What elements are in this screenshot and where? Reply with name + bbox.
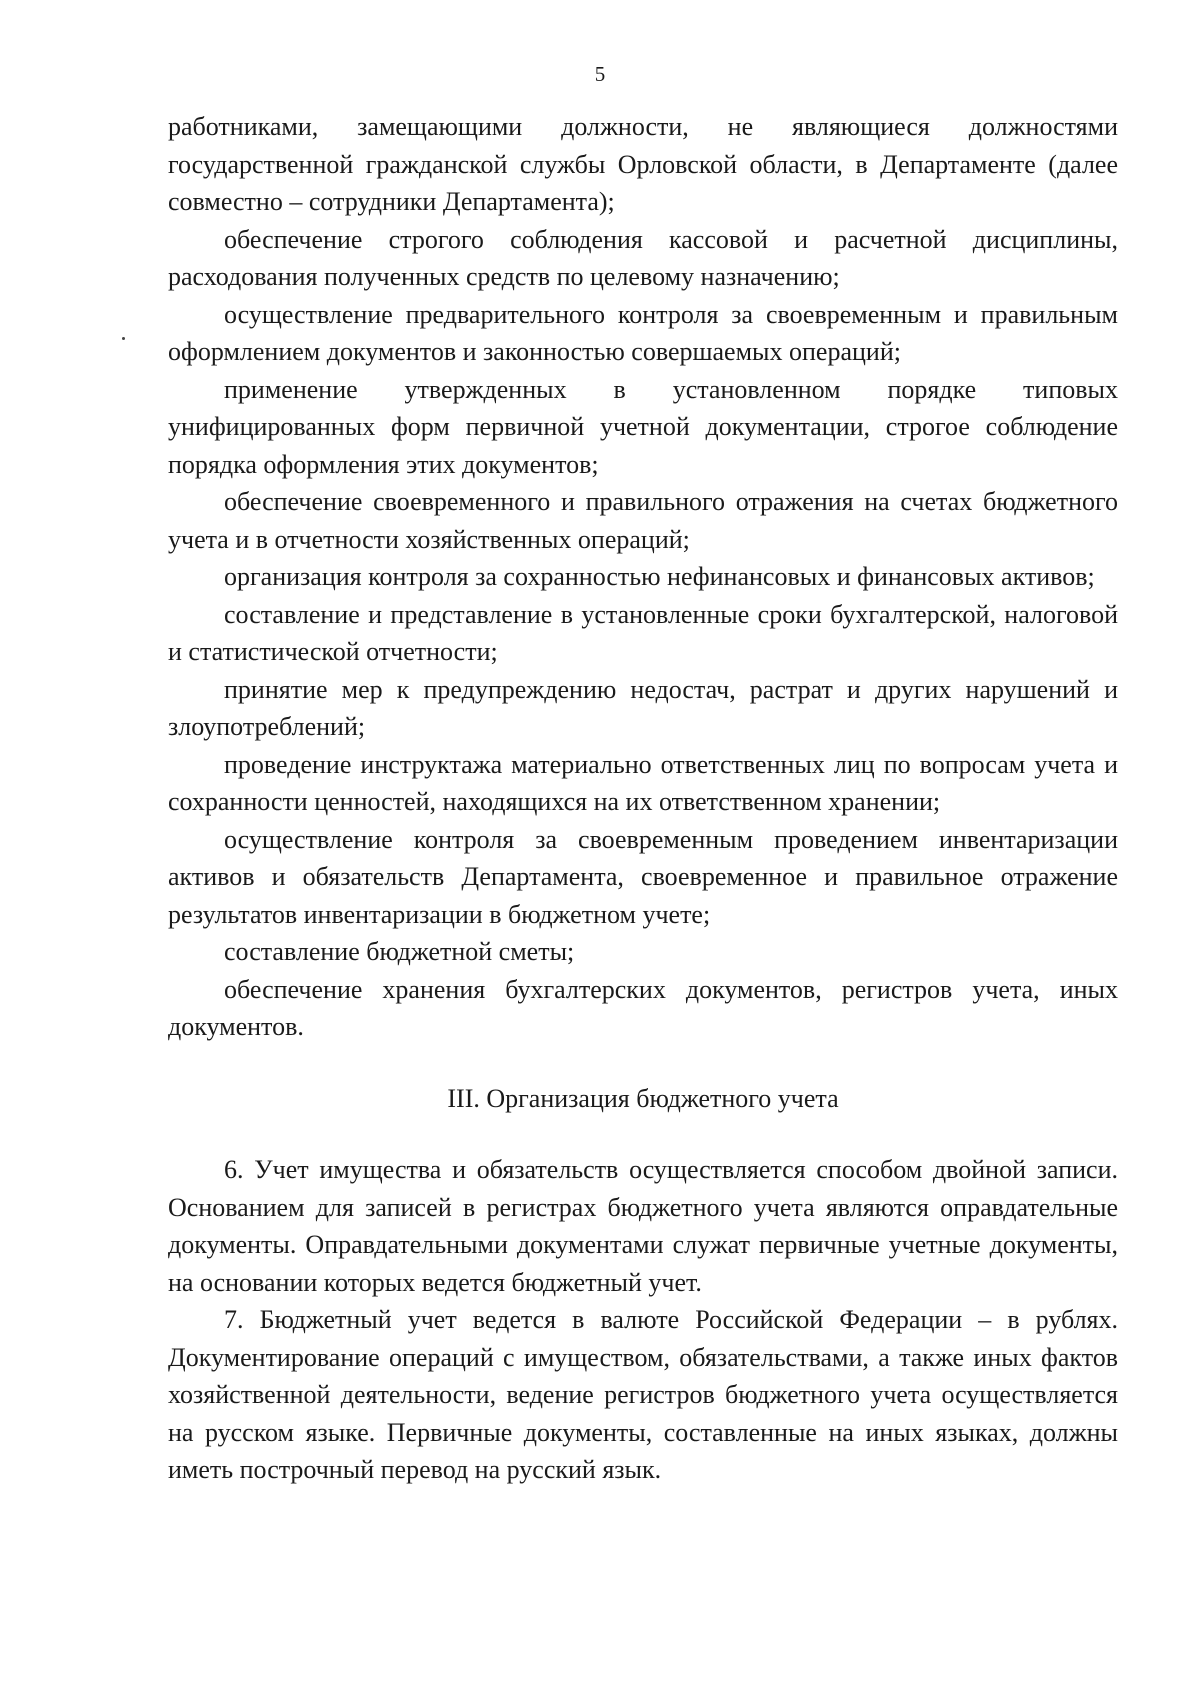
paragraph: составление и представление в установленные сроки бухгалтерской, налоговой и статистической отчетности; [168,599,1118,666]
paragraph: обеспечение строгого соблюдения кассовой и расчетной дисциплины, расходования полученных средств по целевому назначению; [168,224,1118,291]
paragraph: осуществление контроля за своевременным проведением инвентаризации активов и обязательств Департамента, своевременное и правильное отражение результатов инвентаризации в бюджетном учете; [168,824,1118,929]
scan-speck [122,337,125,340]
paragraph: применение утвержденных в установленном порядке типовых унифицированных форм первичной учетной документации, строгое соблюдение порядка оформления этих документов; [168,374,1118,479]
page-number: 5 [594,62,606,86]
paragraph: 6. Учет имущества и обязательств осуществляется способом двойной записи. Основанием для записей в регистрах бюджетного учета являются оправдательные документы. Оправдательными документами служат первичные учетные документы, на основании которых ведется бюджетный учет. [168,1155,1118,1297]
document-body [168,108,1118,1489]
paragraph: осуществление предварительного контроля за своевременным и правильным оформлением документов и законностью совершаемых операций; [168,299,1118,366]
paragraph: проведение инструктажа материально ответственных лиц по вопросам учета и сохранности ценностей, находящихся на их ответственном хранении; [168,749,1118,816]
paragraph: обеспечение своевременного и правильного отражения на счетах бюджетного учета и в отчетности хозяйственных операций; [168,487,1118,554]
paragraph: составление бюджетной сметы; [224,937,575,966]
paragraph: работниками, замещающими должности, не являющиеся должностями государственной гражданской службы Орловской области, в Департаменте (далее совместно – сотрудники Департамента); [168,112,1118,216]
paragraph: принятие мер к предупреждению недостач, растрат и других нарушений и злоупотреблений; [168,674,1118,741]
paragraph: обеспечение хранения бухгалтерских документов, регистров учета, иных документов. [168,974,1118,1041]
paragraph: организация контроля за сохранностью нефинансовых и финансовых активов; [224,562,1095,591]
paragraph: 7. Бюджетный учет ведется в валюте Российской Федерации – в рублях. Документирование операций с имуществом, обязательствами, а также иных фактов хозяйственной деятельности, ведение регистров бюджетного учета осуществляется на русском языке. Первичные документы, составленные на иных языках, должны иметь построчный перевод на русский язык. [168,1305,1118,1484]
section-heading: III. Организация бюджетного учета [447,1083,839,1113]
